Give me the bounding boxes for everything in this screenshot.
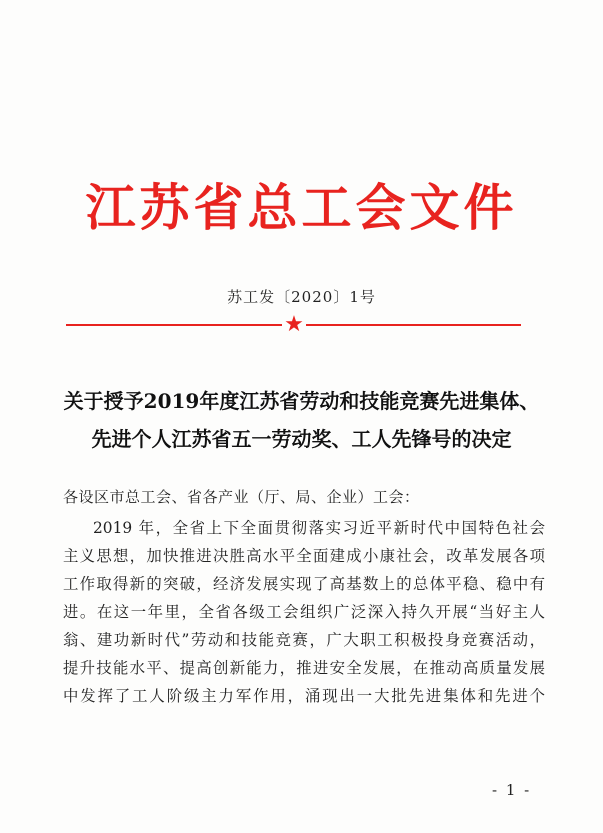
body-paragraph (63, 514, 545, 710)
header-divider-left (66, 324, 282, 326)
header-divider-right (306, 324, 521, 326)
body-line: 主义思想，加快推进决胜高水平全面建成小康社会，改革发展各项 (63, 547, 545, 565)
decision-title-line-2: 先进个人江苏省五一劳动奖、工人先锋号的决定 (91, 427, 512, 451)
page-number: - 1 - (492, 781, 532, 799)
salutation: 各设区市总工会、省各产业（厅、局、企业）工会： (63, 488, 420, 506)
body-line: 工作取得新的突破，经济发展实现了高基数上的总体平稳、稳中有 (63, 575, 545, 593)
document-number: 苏工发〔2020〕1号 (227, 288, 376, 306)
document-header-title: 江苏省总工会文件 (85, 179, 518, 237)
body-line: 中发挥了工人阶级主力军作用，涌现出一大批先进集体和先进个 (63, 687, 545, 705)
body-line: 进。在这一年里，全省各级工会组织广泛深入持久开展“当好主人 (63, 603, 545, 621)
body-line: 翁、建功新时代”劳动和技能竞赛，广大职工积极投身竞赛活动， (63, 631, 545, 649)
star-icon: ★ (284, 312, 304, 337)
body-line: 2019 年，全省上下全面贯彻落实习近平新时代中国特色社会 (93, 519, 545, 537)
decision-title-line-1: 关于授予2019年度江苏省劳动和技能竞赛先进集体、 (63, 389, 540, 413)
body-line: 提升技能水平、提高创新能力，推进安全发展，在推动高质量发展 (63, 659, 545, 677)
